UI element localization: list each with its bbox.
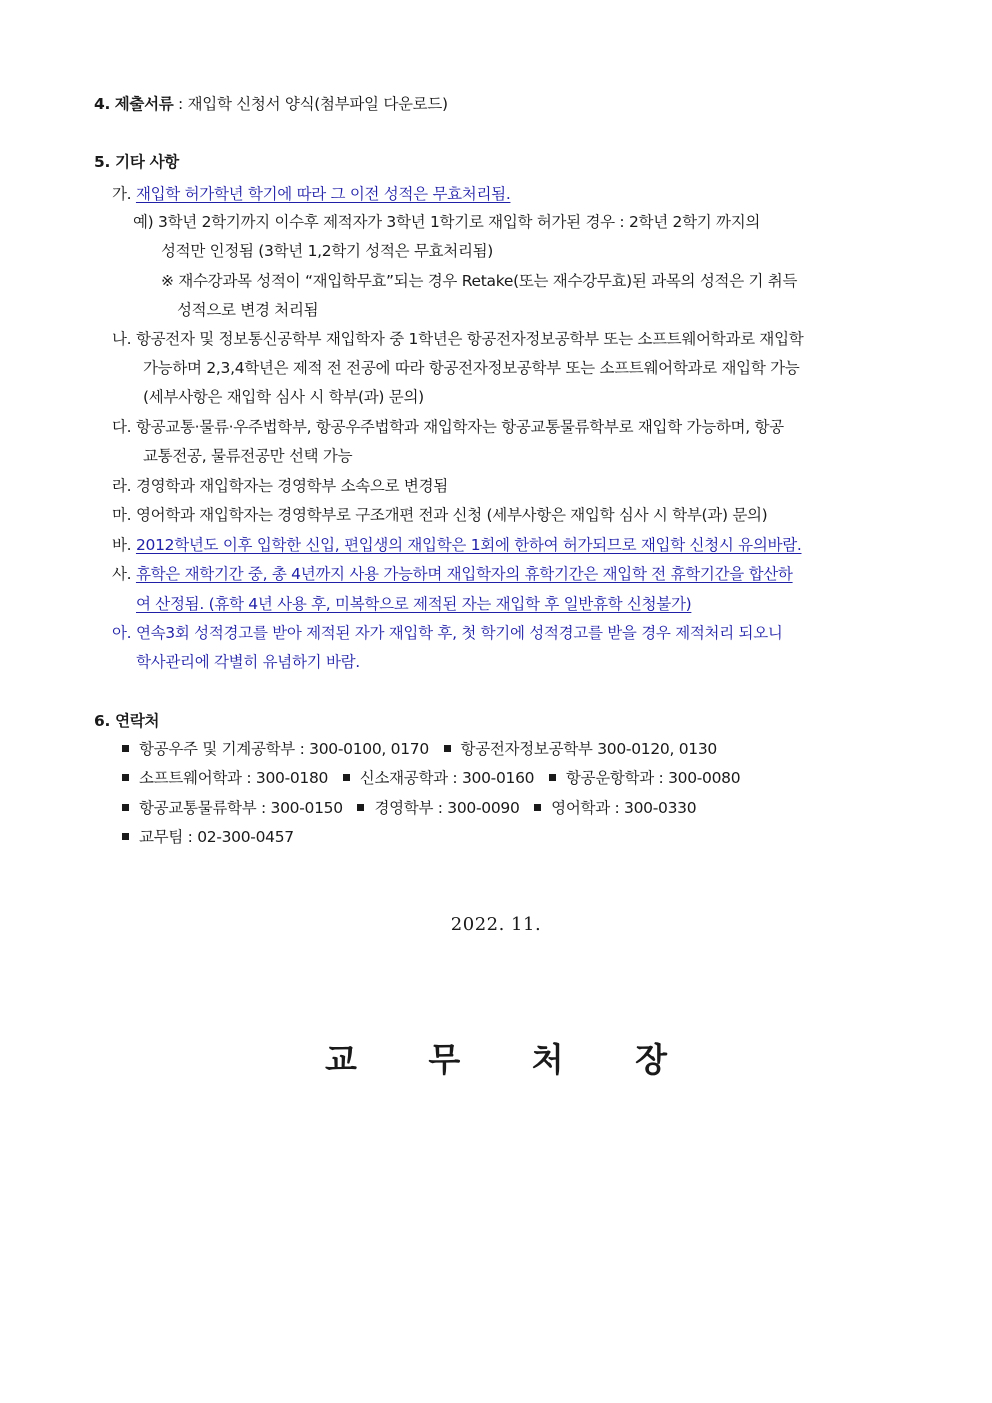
section-6-heading: 6. 연락처 bbox=[94, 712, 160, 730]
item-ba bbox=[112, 534, 802, 556]
item-sa-line1 bbox=[112, 563, 793, 585]
contact-english: 영어학과 : 300-0330 bbox=[551, 799, 697, 817]
item-ra-text: 경영학과 재입학자는 경영학부 소속으로 변경됨 bbox=[135, 477, 448, 495]
signature-char-3: 처 bbox=[531, 1040, 564, 1079]
contact-software: 소프트웨어학과 : 300-0180 bbox=[139, 769, 329, 787]
item-ga-label: 가. bbox=[112, 185, 132, 203]
square-bullet-icon bbox=[357, 804, 364, 811]
signature-char-4: 장 bbox=[635, 1040, 668, 1079]
item-ma-label: 마. bbox=[112, 506, 132, 524]
item-sa-label: 사. bbox=[112, 565, 132, 583]
item-ga-example-line2: 성적만 인정됨 (3학년 1,2학기 성적은 무효처리됨) bbox=[161, 242, 494, 260]
contact-row-3 bbox=[122, 797, 706, 819]
section-4-title: 제출서류 bbox=[114, 95, 174, 113]
square-bullet-icon bbox=[549, 774, 556, 781]
square-bullet-icon bbox=[534, 804, 541, 811]
item-na-line1 bbox=[112, 328, 803, 350]
item-a-text-line1: 연속3회 성적경고를 받아 제적된 자가 재입학 후, 첫 학기에 성적경고를 받을 경우 제적처리 되오니 bbox=[135, 624, 783, 642]
contact-row-1 bbox=[122, 738, 727, 760]
square-bullet-icon bbox=[444, 745, 451, 752]
item-a-label: 아. bbox=[112, 624, 132, 642]
item-ga-note-line2: 성적으로 변경 처리됨 bbox=[177, 301, 319, 319]
contact-business: 경영학부 : 300-0090 bbox=[374, 799, 520, 817]
square-bullet-icon bbox=[122, 745, 129, 752]
item-da-text-line1: 항공교통·물류·우주법학부, 항공우주법학과 재입학자는 항공교통물류학부로 재입학 가능하며, 항공 bbox=[135, 418, 784, 436]
item-sa-line2: 여 산정됨. (휴학 4년 사용 후, 미복학으로 제적된 자는 재입학 후 일반휴학 신청불가) bbox=[136, 595, 692, 613]
square-bullet-icon bbox=[122, 804, 129, 811]
item-a-line2: 학사관리에 각별히 유념하기 바람. bbox=[136, 653, 360, 671]
section-4-submission-documents bbox=[94, 93, 448, 115]
contact-flight-operation: 항공운항학과 : 300-0080 bbox=[565, 769, 741, 787]
item-ra-label: 라. bbox=[112, 477, 132, 495]
item-na-text-line1: 항공전자 및 정보통신공학부 재입학자 중 1학년은 항공전자정보공학부 또는 소프트웨어학과로 재입학 bbox=[135, 330, 804, 348]
signature-academic-affairs-director bbox=[0, 1034, 992, 1081]
item-na-line3: (세부사항은 재입학 심사 시 학부(과) 문의) bbox=[143, 388, 424, 406]
contact-row-2 bbox=[122, 767, 750, 789]
section-4-separator: : bbox=[173, 95, 188, 113]
item-ga bbox=[112, 183, 510, 205]
square-bullet-icon bbox=[122, 774, 129, 781]
square-bullet-icon bbox=[343, 774, 350, 781]
item-a-line1 bbox=[112, 622, 783, 644]
item-ga-text: 재입학 허가학년 학기에 따라 그 이전 성적은 무효처리됨. bbox=[135, 185, 511, 203]
section-5-heading: 5. 기타 사항 bbox=[94, 153, 179, 171]
item-da-line1 bbox=[112, 416, 784, 438]
item-ma bbox=[112, 504, 767, 526]
item-na-label: 나. bbox=[112, 330, 132, 348]
contact-row-4 bbox=[122, 826, 304, 848]
item-da-line2: 교통전공, 물류전공만 선택 가능 bbox=[143, 447, 353, 465]
item-ba-text: 2012학년도 이후 입학한 신입, 편입생의 재입학은 1회에 한하여 허가되므로 재입학 신청시 유의바람. bbox=[135, 536, 802, 554]
item-sa-text-line1: 휴학은 재학기간 중, 총 4년까지 사용 가능하며 재입학자의 휴학기간은 재입학 전 휴학기간을 합산하 bbox=[135, 565, 793, 583]
item-da-label: 다. bbox=[112, 418, 132, 436]
document-date: 2022. 11. bbox=[450, 914, 542, 935]
item-ga-example-line1: 예) 3학년 2학기까지 이수후 제적자가 3학년 1학기로 재입학 허가된 경우 : 2학년 2학기 까지의 bbox=[133, 213, 761, 231]
contact-materials: 신소재공학과 : 300-0160 bbox=[359, 769, 535, 787]
section-4-number: 4. bbox=[94, 95, 111, 113]
signature-char-1: 교 bbox=[324, 1040, 357, 1079]
item-ra bbox=[112, 475, 448, 497]
contact-air-transport-logistics: 항공교통물류학부 : 300-0150 bbox=[139, 799, 343, 817]
square-bullet-icon bbox=[122, 833, 129, 840]
contact-avionics-info: 항공전자정보공학부 300-0120, 0130 bbox=[460, 740, 717, 758]
item-ma-text: 영어학과 재입학자는 경영학부로 구조개편 전과 신청 (세부사항은 재입학 심사 시 학부(과) 문의) bbox=[135, 506, 768, 524]
contact-academic-affairs-team: 교무팀 : 02-300-0457 bbox=[139, 828, 294, 846]
item-ba-label: 바. bbox=[112, 536, 132, 554]
item-ga-note-line1: ※ 재수강과목 성적이 “재입학무효”되는 경우 Retake(또는 재수강무효)된 과목의 성적은 기 취득 bbox=[161, 272, 798, 290]
section-4-text: 재입학 신청서 양식(첨부파일 다운로드) bbox=[187, 95, 448, 113]
item-na-line2: 가능하며 2,3,4학년은 제적 전 전공에 따라 항공전자정보공학부 또는 소프트웨어학과로 재입학 가능 bbox=[143, 359, 800, 377]
contact-aerospace-mechanical: 항공우주 및 기계공학부 : 300-0100, 0170 bbox=[139, 740, 429, 758]
signature-char-2: 무 bbox=[428, 1040, 461, 1079]
